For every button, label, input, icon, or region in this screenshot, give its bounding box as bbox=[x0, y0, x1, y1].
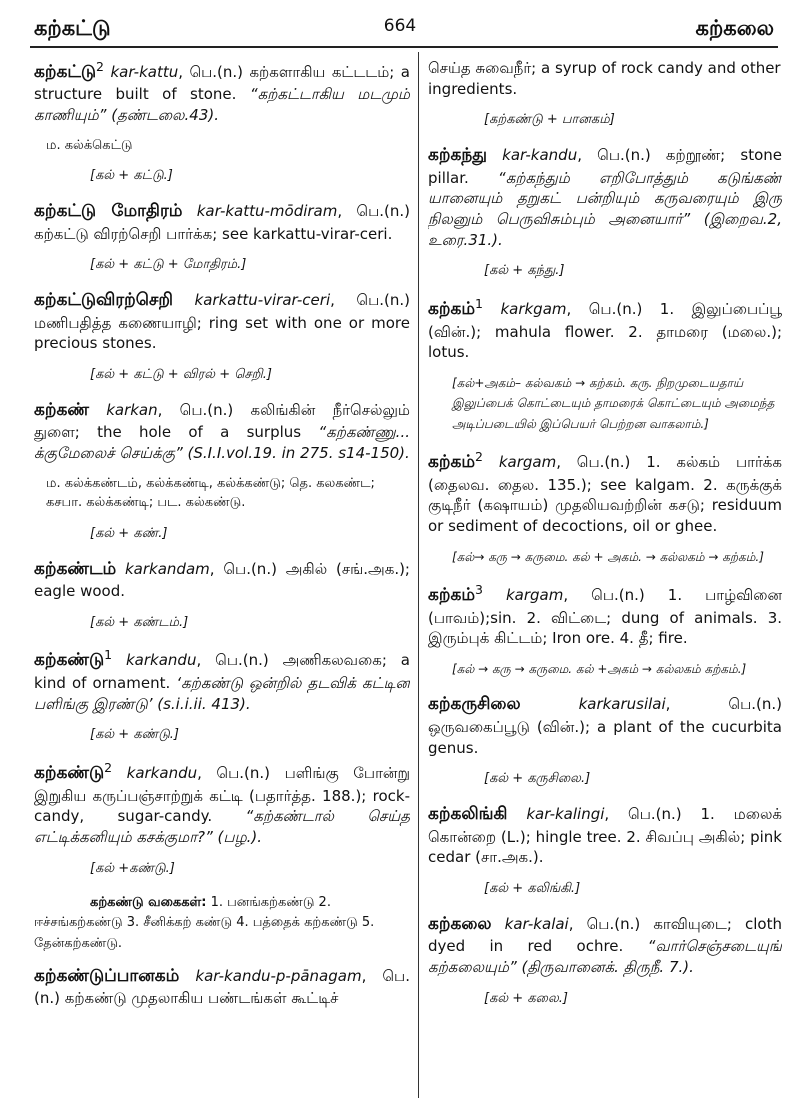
entry-headword: கற்கண் bbox=[34, 399, 89, 420]
entry-transliteration: kar-kattu bbox=[110, 63, 179, 81]
entry-headword: கற்கம் bbox=[428, 299, 475, 320]
dictionary-entry bbox=[428, 295, 782, 363]
left-column bbox=[34, 58, 410, 1098]
right-column bbox=[428, 58, 782, 1098]
entry-definition: , பெ.(n.) 1. கல்கம் பார்க்க (தைலவ. தைல. 135.); see kalgam. 2. கருக்குக் குடிநீர் (கஷாயம்) முதலியவற்றின் கசடு; residuum or sediment of decoctions, oil or ghee. bbox=[428, 453, 782, 536]
entry-transliteration: kar-kalai bbox=[504, 914, 569, 933]
etymology: [கல் + கட்டு.] bbox=[90, 168, 173, 184]
entry-transliteration: karkandu bbox=[126, 651, 197, 670]
entry-definition: , பெ.(n.) காவியுடை; cloth dyed in red ochre. bbox=[428, 914, 782, 956]
entry-definition: , பெ.(n.) மணிபதித்த கணையாழி; ring set with one or more precious stones. bbox=[34, 291, 410, 353]
entry-transliteration: kargam bbox=[498, 453, 557, 472]
etymology: [கல் + கருசிலை.] bbox=[484, 771, 591, 787]
cognates-note: ம. கல்க்கெட்டு bbox=[46, 137, 133, 153]
etymology: [கற்கண்டு + பானகம்] bbox=[484, 112, 615, 128]
etymology: [கல் + கந்து.] bbox=[484, 263, 565, 279]
etymology: [கல்→ கரு → கருமை. கல் + அகம். → கல்லகம் → கற்கம்.] bbox=[452, 549, 764, 564]
entry-transliteration: karkan bbox=[106, 400, 158, 419]
etymology: [கல் + கண்.] bbox=[90, 525, 168, 541]
etymology: [கல்+அகம்– கல்வகம் → கற்கம். கரு. நிறமுடையதாய் இலுப்பைக் கொட்டையும் தாமரைக் கொட்டையும் அமைந்த அடிப்படையில் இப்பெயர் பெற்றன வாகலாம்.] bbox=[452, 376, 775, 431]
entry-headword: கற்கந்து bbox=[428, 145, 487, 166]
entry-headword: கற்கட்டுவிரற்செறி bbox=[34, 290, 173, 311]
dictionary-entry bbox=[34, 759, 410, 848]
entry-citation: “வார்செஞ்சடையுங் கற்கலையும்” (திருவானைக். திருநீ. 7.). bbox=[428, 937, 782, 976]
entry-definition: , பெ.(n.) ஒருவகைப்பூடு (வின்.); a plant of the cucurbita genus. bbox=[428, 695, 782, 757]
dictionary-entry bbox=[428, 693, 782, 758]
cognates-note: ம. கல்க்கண்டம், கல்க்கண்டி, கல்க்கண்டு; தெ. கலகண்ட; கசபா. கல்க்கண்டி; பட. கல்கண்டு. bbox=[46, 475, 375, 511]
entry-transliteration: karkandu bbox=[126, 764, 198, 783]
entry-citation: ‘கற்கண்டு ஒன்றில் தடவிக் கட்டின பளிங்கு இரண்டு’ (s.i.i.ii. 413). bbox=[34, 673, 410, 713]
dictionary-entry bbox=[34, 965, 410, 1009]
entry-citation: “கற்கண்ணு... க்குமேலைச் செய்க்கு” (S.I.I.vol.19. in 275. s14-150). bbox=[34, 423, 410, 462]
dictionary-entry bbox=[34, 58, 410, 126]
dictionary-entry bbox=[34, 289, 410, 354]
entry-headword: கற்கம் bbox=[428, 452, 475, 473]
entry-headword: கற்கலிங்கி bbox=[428, 804, 508, 825]
entry-definition: , பெ.(n.) 1. மலைக் கொன்றை (L.); hingle tree. 2. சிவப்பு அகில்; pink cedar (சா.அக.). bbox=[428, 805, 782, 867]
entry-transliteration: kar-kandu-p-pānagam bbox=[195, 966, 362, 985]
entry-headword: கற்கம் bbox=[428, 585, 475, 606]
header-rule bbox=[30, 46, 778, 48]
dictionary-entry bbox=[428, 803, 782, 868]
etymology: [கல் + கட்டு + மோதிரம்.] bbox=[90, 257, 247, 273]
entry-transliteration: karkattu-virar-ceri bbox=[194, 291, 331, 310]
entry-citation: “கற்கண்டால் செய்த எட்டிக்கனியும் கசக்குமா?” (பழ.). bbox=[34, 807, 410, 846]
homonym-number: 2 bbox=[475, 449, 483, 465]
etymology: [கல் + கண்டம்.] bbox=[90, 614, 189, 630]
entry-transliteration: karkandam bbox=[125, 559, 210, 578]
entry-transliteration: karkgam bbox=[500, 300, 567, 319]
entry-headword: கற்கண்டம் bbox=[34, 558, 117, 579]
entry-headword: கற்கட்டு bbox=[34, 62, 97, 82]
homonym-number: 2 bbox=[96, 59, 104, 74]
dictionary-entry bbox=[428, 913, 782, 978]
page-header bbox=[0, 0, 800, 46]
dictionary-entry bbox=[428, 448, 782, 537]
entry-transliteration: kar-kandu bbox=[502, 146, 578, 165]
entry-headword: கற்கண்டுப்பானகம் bbox=[34, 965, 180, 986]
entry-citation: “கற்கட்டாகிய மடமும் காணியும்” (தண்டலை.43). bbox=[34, 85, 410, 125]
etymology: [கல் + கண்டு.] bbox=[90, 727, 180, 743]
entry-transliteration: kargam bbox=[505, 586, 564, 605]
page-number: 664 bbox=[383, 16, 417, 36]
entry-definition: , பெ.(n.) அகில் (சங்.அக.); eagle wood. bbox=[34, 559, 410, 600]
etymology: [கல் + கட்டு + விரல் + செறி.] bbox=[90, 366, 272, 382]
header-left-guide-word: கற்கட்டு bbox=[34, 16, 111, 40]
entry-headword: கற்கண்டு bbox=[34, 650, 105, 671]
entry-headword: கற்கருசிலை bbox=[428, 694, 521, 715]
entry-definition: , பெ.(n.) 1. இலுப்பைப்பூ (வின்.); mahula flower. 2. தாமரை (மலை.); lotus. bbox=[428, 300, 782, 362]
etymology: [கல் + கலை.] bbox=[484, 990, 568, 1006]
entry-citation: “கற்கந்தும் எறிபோத்தும் கடுங்கண் யானையும் தறுகட் பன்றியும் கருவரையும் இரு நிலனும் பெருவிசும்பும் அனையார்” (இறைவ.2, உரை.31.). bbox=[428, 168, 782, 249]
dictionary-entry bbox=[428, 144, 782, 250]
etymology: [கல் +கண்டு.] bbox=[90, 860, 175, 876]
entry-transliteration: kar-kattu-mōdiram bbox=[196, 202, 338, 221]
entry-transliteration: karkarusilai bbox=[578, 695, 666, 714]
homonym-number: 1 bbox=[104, 647, 113, 663]
homonym-number: 3 bbox=[475, 582, 483, 598]
dictionary-entry bbox=[34, 646, 410, 714]
etymology: [கல் + கலிங்கி.] bbox=[484, 880, 581, 896]
entry-definition: , பெ.(n.) கற்கட்டு விரற்செறி பார்க்க; see karkattu-virar-ceri. bbox=[34, 202, 410, 243]
homonym-number: 2 bbox=[104, 760, 113, 776]
entry-definition: , பெ.(n.) அணிகலவகை; a kind of ornament. bbox=[34, 651, 410, 692]
dictionary-entry bbox=[34, 399, 410, 464]
dictionary-entry bbox=[34, 200, 410, 244]
header-right-guide-word: கற்கலை bbox=[695, 16, 774, 40]
entry-headword: கற்கட்டு மோதிரம் bbox=[34, 201, 183, 222]
etymology: [கல் → கரு → கருமை. கல் +அகம் → கல்லகம் கற்கம்.] bbox=[452, 662, 747, 676]
entry-definition: , பெ.(n.) 1. பாழ்வினை (பாவம்);sin. 2. விட்டை; dung of animals. 3. இரும்புக் கிட்டம்; Iron ore. 4. தீ; fire. bbox=[428, 586, 782, 648]
entry-transliteration: kar-kalingi bbox=[526, 805, 605, 824]
homonym-number: 1 bbox=[475, 296, 483, 312]
types-list bbox=[34, 893, 410, 955]
entry-definition: , பெ.(n.) கற்றூண்; stone pillar. bbox=[428, 146, 782, 187]
types-items: 1. பனங்கற்கண்டு 2. ஈச்சங்கற்கண்டு 3. சீனிக்கற் கண்டு 4. பத்தைக் கற்கண்டு 5. தேன்கற்கண்டு. bbox=[34, 894, 375, 952]
entry-headword: கற்கண்டு bbox=[34, 763, 105, 784]
types-heading: கற்கண்டு வகைகள்: bbox=[90, 894, 207, 910]
entry-definition: , பெ.(n.) பளிங்கு போன்று இறுகிய கருப்பஞ்சாற்றுக் கட்டி (பதார்த்த. 188.); rock-candy, sugar-candy. bbox=[34, 764, 410, 826]
entry-continuation: செய்த சுவைநீர்; a syrup of rock candy and other ingredients. bbox=[428, 59, 781, 98]
dictionary-entry bbox=[428, 581, 782, 649]
entry-definition: , பெ.(n.) கற்களாகிய கட்டடம்; a structure built of stone. bbox=[34, 63, 410, 104]
entry-definition: , பெ.(n.) கலிங்கின் நீர்செல்லும் துளை; the hole of a surplus bbox=[34, 400, 410, 442]
column-divider bbox=[418, 52, 419, 1098]
entry-headword: கற்கலை bbox=[428, 913, 492, 934]
dictionary-entry bbox=[34, 558, 410, 602]
entry-definition: , பெ.(n.) கற்கண்டு முதலாகிய பண்டங்கள் கூட்டிச் bbox=[34, 966, 410, 1008]
